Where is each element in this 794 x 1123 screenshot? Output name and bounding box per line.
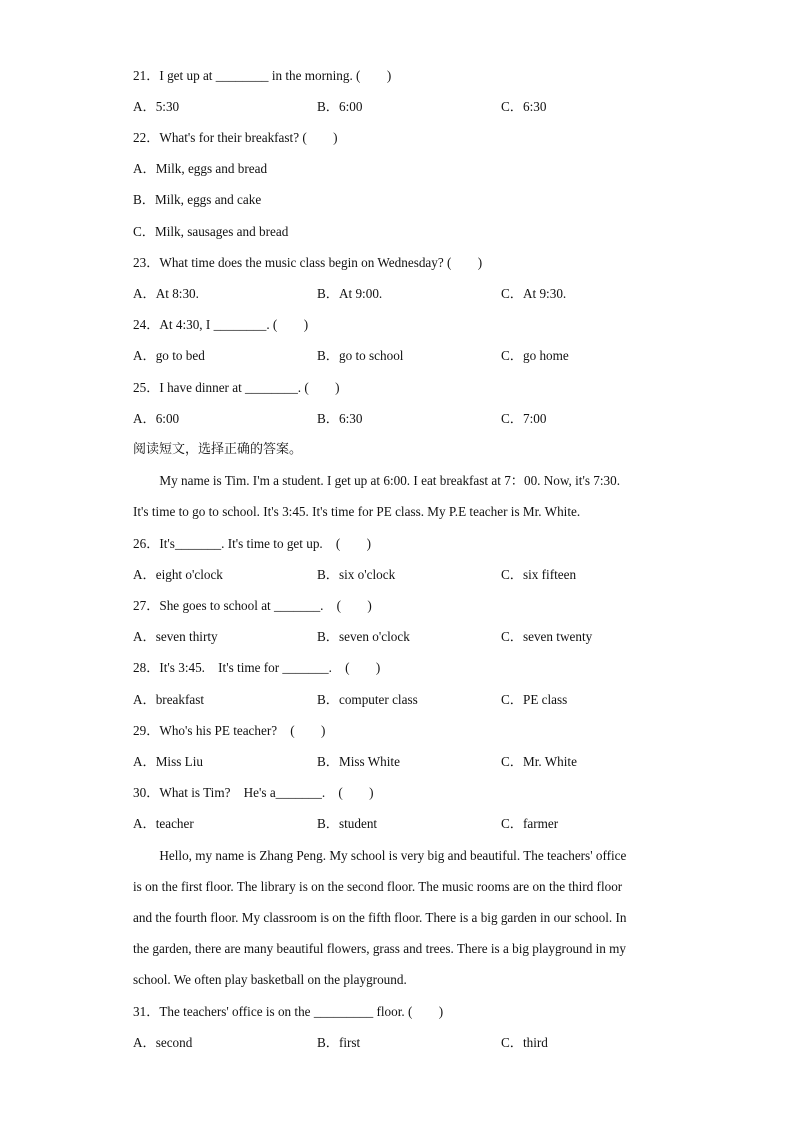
passage-1-line-2: It's time to go to school. It's 3:45. It's time for PE class. My P.E teacher is Mr. White. <box>133 504 581 519</box>
question-24-option-a: A．go to bed <box>133 348 205 363</box>
question-30-option-a: A．teacher <box>133 816 194 831</box>
question-23-option-c: C．At 9:30. <box>501 286 567 301</box>
question-27-option-c: C．seven twenty <box>501 629 593 644</box>
question-27-option-a: A．seven thirty <box>133 629 218 644</box>
passage-2-line-5: school. We often play basketball on the playground. <box>133 972 407 987</box>
question-21-option-b: B．6:00 <box>317 99 363 114</box>
question-22-option-c: C．Milk, sausages and bread <box>133 224 289 239</box>
passage-2-line-4: the garden, there are many beautiful flowers, grass and trees. There is a big playground in my <box>133 941 627 956</box>
question-21-stem: 21．I get up at ________ in the morning. ( ) <box>133 68 392 83</box>
question-25-option-a: A．6:00 <box>133 411 180 426</box>
question-31-option-b: B．first <box>317 1035 361 1050</box>
question-28-stem: 28．It's 3:45. It's time for _______. ( ) <box>133 660 381 675</box>
question-25-option-c: C．7:00 <box>501 411 547 426</box>
question-29-option-a: A．Miss Liu <box>133 754 203 769</box>
question-28-option-b: B．computer class <box>317 692 418 707</box>
question-31-option-c: C．third <box>501 1035 548 1050</box>
question-22-option-a: A．Milk, eggs and bread <box>133 161 268 176</box>
question-28-option-c: C．PE class <box>501 692 568 707</box>
question-26-stem: 26．It's_______. It's time to get up. ( ) <box>133 536 372 551</box>
question-30-option-c: C．farmer <box>501 816 559 831</box>
question-22-stem: 22．What's for their breakfast? ( ) <box>133 130 338 145</box>
question-22-option-b: B．Milk, eggs and cake <box>133 192 262 207</box>
question-29-option-b: B．Miss White <box>317 754 400 769</box>
question-25-stem: 25．I have dinner at ________. ( ) <box>133 380 340 395</box>
question-24-option-b: B．go to school <box>317 348 404 363</box>
section-instruction: 阅读短文，选择正确的答案。 <box>133 442 303 457</box>
passage-1-line-1: My name is Tim. I'm a student. I get up at 6:00. I eat breakfast at 7：00. Now, it's 7:30. <box>133 473 621 488</box>
question-21-option-c: C．6:30 <box>501 99 547 114</box>
question-29-option-c: C．Mr. White <box>501 754 577 769</box>
passage-2-line-3: and the fourth floor. My classroom is on the fifth floor. There is a big garden in our school. In <box>133 910 627 925</box>
question-21-option-a: A．5:30 <box>133 99 180 114</box>
question-23-option-b: B．At 9:00. <box>317 286 383 301</box>
question-31-option-a: A．second <box>133 1035 193 1050</box>
question-23-stem: 23．What time does the music class begin on Wednesday? ( ) <box>133 255 483 270</box>
question-26-option-b: B．six o'clock <box>317 567 396 582</box>
question-23-option-a: A．At 8:30. <box>133 286 199 301</box>
question-25-option-b: B．6:30 <box>317 411 363 426</box>
passage-2-line-1: Hello, my name is Zhang Peng. My school is very big and beautiful. The teachers' office <box>133 848 627 863</box>
passage-2-line-2: is on the first floor. The library is on the second floor. The music rooms are on the third floor <box>133 879 623 894</box>
question-30-stem: 30．What is Tim? He's a_______. ( ) <box>133 785 374 800</box>
question-30-option-b: B．student <box>317 816 378 831</box>
question-24-option-c: C．go home <box>501 348 569 363</box>
question-27-option-b: B．seven o'clock <box>317 629 410 644</box>
question-26-option-c: C．six fifteen <box>501 567 577 582</box>
question-31-stem: 31．The teachers' office is on the _________ floor. ( ) <box>133 1004 444 1019</box>
question-26-option-a: A．eight o'clock <box>133 567 223 582</box>
question-24-stem: 24．At 4:30, I ________. ( ) <box>133 317 309 332</box>
question-28-option-a: A．breakfast <box>133 692 205 707</box>
question-29-stem: 29．Who's his PE teacher? ( ) <box>133 723 326 738</box>
question-27-stem: 27．She goes to school at _______. ( ) <box>133 598 372 613</box>
